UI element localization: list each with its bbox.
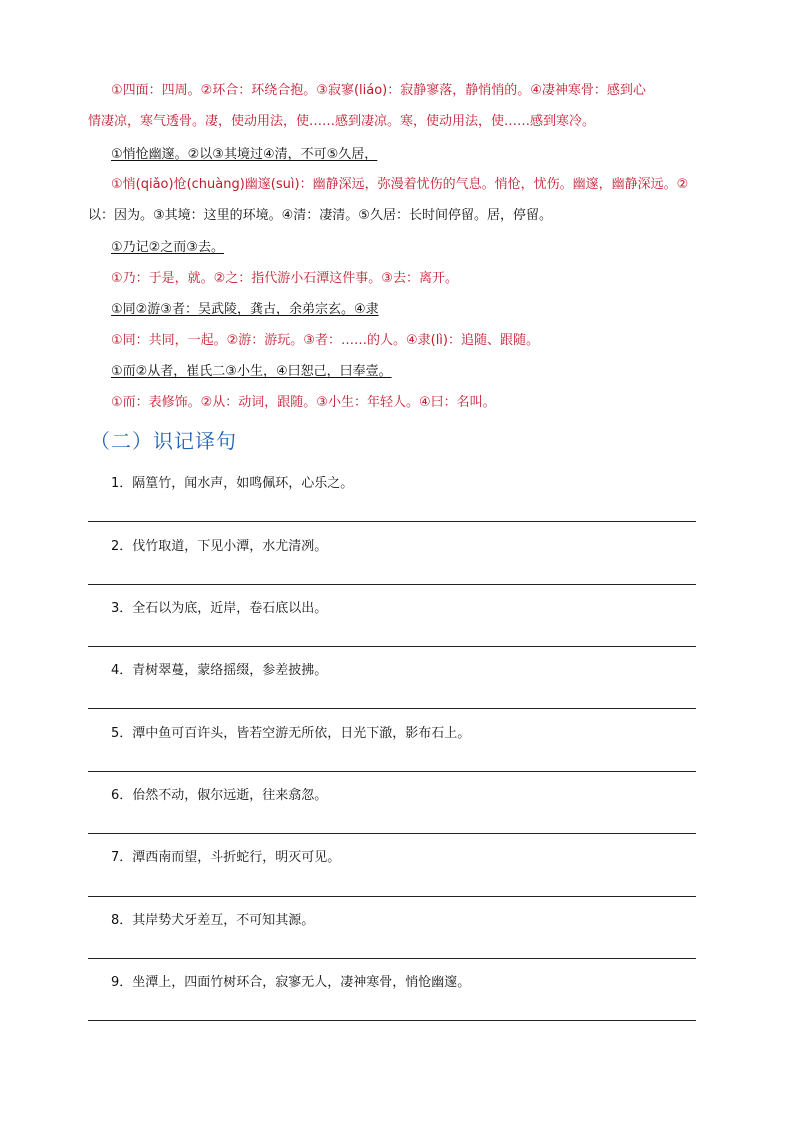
- answer-line-3[interactable]: [88, 646, 696, 647]
- section-title: （二）识记译句: [90, 429, 237, 453]
- answer-line-5[interactable]: [88, 771, 696, 772]
- answer-line-1[interactable]: [88, 521, 696, 522]
- sentence-2: 2．伐竹取道，下见小潭，水尤清冽。: [111, 539, 328, 554]
- question-2: ①乃记②之而③去。: [111, 240, 224, 255]
- answer-2: ①乃：于是，就。②之：指代游小石潭这件事。③去：离开。: [111, 271, 458, 286]
- answer-line-4[interactable]: [88, 708, 696, 709]
- answer-line-2[interactable]: [88, 584, 696, 585]
- sentence-4: 4．青树翠蔓，蒙络摇缀，参差披拂。: [111, 663, 328, 678]
- sentence-5: 5．潭中鱼可百许头，皆若空游无所依，日光下澈，影布石上。: [111, 726, 471, 741]
- sentence-1: 1．隔篁竹，闻水声，如鸣佩环，心乐之。: [111, 476, 354, 491]
- answer-3: ①同：共同，一起。②游：游玩。③者：……的人。④隶(lì)：追随、跟随。: [111, 333, 539, 348]
- answer-line-8[interactable]: [88, 958, 696, 959]
- answer-4: ①而：表修饰。②从：动词，跟随。③小生：年轻人。④曰：名叫。: [111, 395, 496, 410]
- answer-line-6[interactable]: [88, 833, 696, 834]
- answer-line-7[interactable]: [88, 896, 696, 897]
- question-3: ①同②游③者：吴武陵，龚古，余弟宗玄。④隶: [111, 302, 379, 317]
- sentence-9: 9．坐潭上，四面竹树环合，寂寥无人，凄神寒骨，悄怆幽邃。: [111, 975, 471, 990]
- answer-1-line-2: 以：因为。③其境：这里的环境。④清：凄清。⑤久居：长时间停留。居，停留。: [88, 208, 552, 223]
- note-line-2: 情凄凉，寒气透骨。凄，使动用法，使……感到凄凉。寒，使动用法，使……感到寒冷。: [88, 114, 596, 129]
- sentence-3: 3．全石以为底，近岸，卷石底以出。: [111, 601, 328, 616]
- note-line-1: ①四面：四周。②环合：环绕合抱。③寂寥(liáo)：寂静寥落，静悄悄的。④凄神寒骨：感到心: [111, 83, 646, 98]
- question-1: ①悄怆幽邃。②以③其境过④清，不可⑤久居，: [111, 147, 378, 162]
- sentence-6: 6．佁然不动，俶尔远逝，往来翕忽。: [111, 788, 328, 803]
- sentence-7: 7．潭西南而望，斗折蛇行，明灭可见。: [111, 850, 341, 865]
- answer-line-9[interactable]: [88, 1020, 696, 1021]
- question-4: ①而②从者，崔氏二③小生，④曰恕己，曰奉壹。: [111, 364, 392, 379]
- answer-1-line-1: ①悄(qiǎo)怆(chuàng)幽邃(suì)：幽静深远，弥漫着忧伤的气息。悄怆，忧伤。幽邃，幽静深远。②: [111, 177, 689, 192]
- sentence-8: 8．其岸势犬牙差互，不可知其源。: [111, 913, 315, 928]
